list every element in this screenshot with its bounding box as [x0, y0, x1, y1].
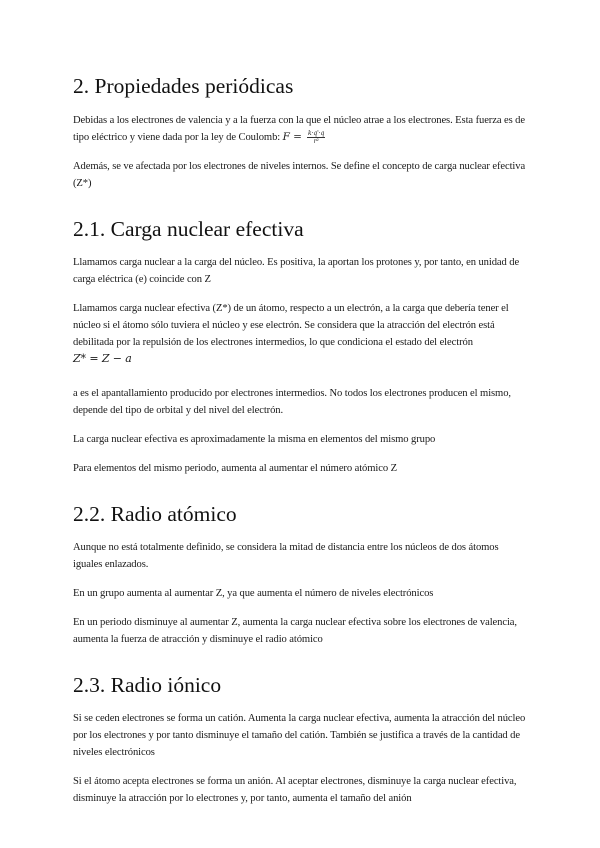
paragraph-carga-nuclear: Llamamos carga nuclear a la carga del núcleo. Es positiva, la aportan los protones y, por tanto, en unidad de carga eléctrica (e) coincide con Z [73, 257, 520, 285]
paragraph-coulomb-text: Debidas a los electrones de valencia y a la fuerza con la que el núcleo atrae a los electrones. Esta fuerza es de tipo eléctrico y viene dada por la ley de Coulomb: [73, 115, 525, 143]
coulomb-formula [283, 131, 326, 143]
section-title-radio-atomico: 2.2. Radio atómico [73, 502, 237, 526]
paragraph-radio-grupo: En un grupo aumenta al aumentar Z, ya que aumenta el número de niveles electrónicos [73, 588, 434, 599]
section-title-propiedades-periodicas: 2. Propiedades periódicas [73, 74, 294, 98]
section-title-radio-ionico: 2.3. Radio iónico [73, 673, 222, 697]
paragraph-coulomb [73, 112, 528, 146]
document-content [73, 72, 528, 807]
paragraph-definicion-radio: Aunque no está totalmente definido, se considera la mitad de distancia entre los núcleos de dos átomos iguales enlazados. [73, 542, 499, 570]
paragraph-niveles-internos: Además, se ve afectada por los electrones de niveles internos. Se define el concepto de carga nuclear efectiva (Z*) [73, 161, 526, 189]
coulomb-numerator: k·q'·q [308, 129, 325, 137]
equation-zeff: Z* = Z − a [73, 352, 132, 365]
paragraph-cation: Si se ceden electrones se forma un catión. Aumenta la carga nuclear efectiva, aumenta la atracción del núcleo por los electrones y por tanto disminuye el tamaño del catión. También se justifica a través de la cantidad de niveles electrónicos [73, 713, 526, 758]
section-title-carga-nuclear-efectiva: 2.1. Carga nuclear efectiva [73, 217, 304, 241]
coulomb-fraction [307, 130, 325, 145]
paragraph-apantallamiento: a es el apantallamiento producido por electrones intermedios. No todos los electrones producen el mismo, depende del tipo de orbital y del nivel del electrón. [73, 388, 511, 416]
coulomb-formula-lhs: F = [282, 131, 302, 143]
paragraph-radio-periodo: En un periodo disminuye al aumentar Z, aumenta la carga nuclear efectiva sobre los electrones de valencia, aumenta la fuerza de atracción y disminuye el radio atómico [73, 617, 517, 645]
coulomb-denominator: r² [313, 137, 319, 145]
paragraph-carga-nuclear-efectiva: Llamamos carga nuclear efectiva (Z*) de un átomo, respecto a un electrón, a la carga que debería tener el núcleo si el átomo sólo tuviera el núcleo y ese electrón. Se considera que la atracción del electrón está debilitada por la repulsión de los electrones intermedios, lo que condiciona el estado del electrón [73, 303, 509, 348]
paragraph-anion: Si el átomo acepta electrones se forma un anión. Al aceptar electrones, disminuye la carga nuclear efectiva, disminuye la atracción por lo electrones y, por tanto, aumenta el tamaño del anión [73, 776, 517, 804]
paragraph-mismo-periodo: Para elementos del mismo periodo, aumenta al aumentar el número atómico Z [73, 463, 397, 474]
paragraph-mismo-grupo: La carga nuclear efectiva es aproximadamente la misma en elementos del mismo grupo [73, 434, 436, 445]
